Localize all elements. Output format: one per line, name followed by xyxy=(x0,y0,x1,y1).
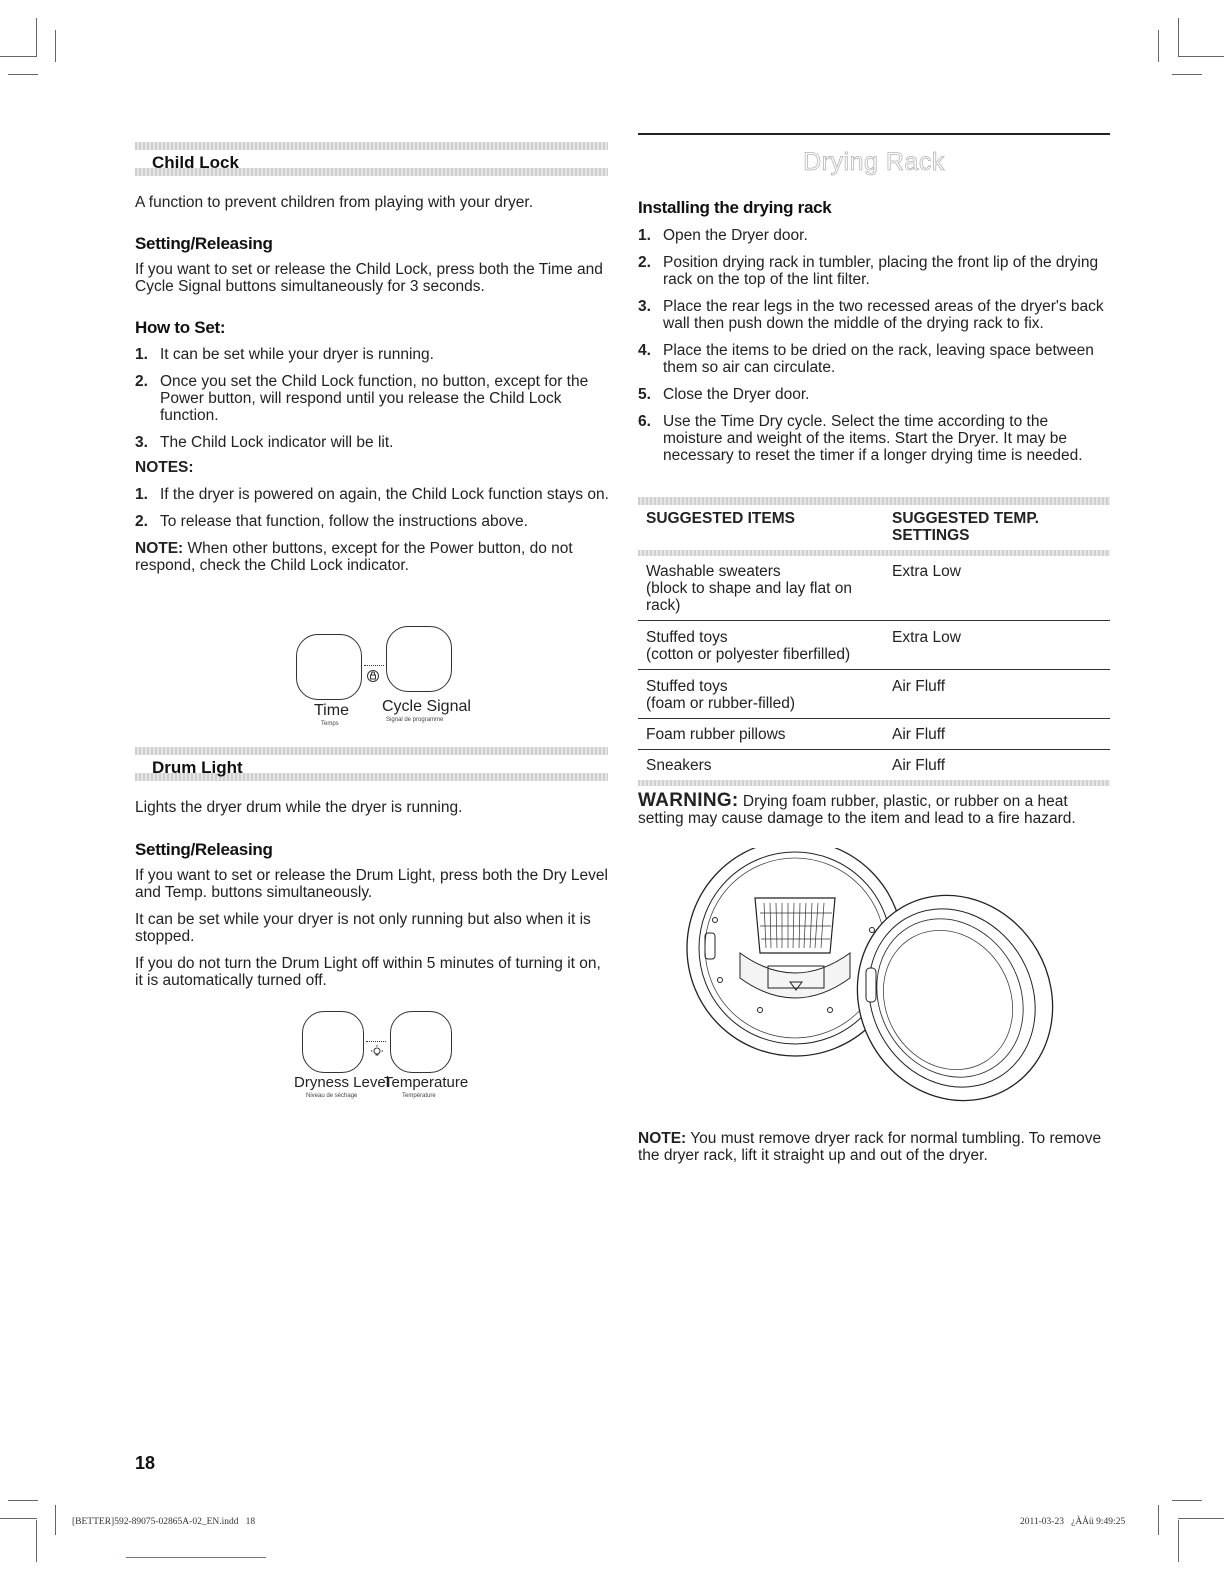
table-top-stripe xyxy=(638,497,1110,505)
suggested-items-table xyxy=(638,497,1110,786)
lock-icon xyxy=(366,669,380,683)
child-lock-title-bar xyxy=(135,142,608,176)
drum-light-text-2: It can be set while your dryer is not only running but also when it is stopped. xyxy=(135,911,591,945)
crop-mark xyxy=(1178,56,1224,57)
dotted-link xyxy=(364,665,384,666)
crop-mark xyxy=(55,1505,56,1535)
footer-file-name: [BETTER]592-89075-02865A-02_EN.indd 18 xyxy=(72,1517,256,1527)
list-item: 2. To release that function, follow the instructions above. xyxy=(135,513,528,530)
crop-mark xyxy=(0,1518,37,1519)
setting-releasing-heading: Setting/Releasing xyxy=(135,234,273,253)
light-bulb-icon xyxy=(370,1044,384,1060)
crop-mark xyxy=(0,56,37,57)
warning-label: WARNING: xyxy=(638,790,739,811)
warning-text: WARNING: Drying foam rubber, plastic, or rubber on a heat setting may cause damage to the item and lead to a fire hazard. xyxy=(638,790,1076,827)
crop-mark xyxy=(1172,1500,1202,1501)
dotted-link xyxy=(366,1041,386,1042)
drum-light-intro: Lights the dryer drum while the dryer is running. xyxy=(135,799,463,816)
dryness-level-sublabel: Niveau de séchage xyxy=(306,1093,358,1099)
notes-heading: NOTES: xyxy=(135,459,194,476)
child-lock-note: NOTE: When other buttons, except for the Power button, do not respond, check the Child Lock indicator. xyxy=(135,540,573,574)
drying-rack-section xyxy=(638,199,1110,474)
cycle-signal-sublabel: Signal de programme xyxy=(386,717,444,723)
list-item: 2. Position drying rack in tumbler, placing the front lip of the drying rack on the top of the lint filter. xyxy=(638,254,1099,288)
dryer-rack-illustration xyxy=(680,848,1070,1106)
list-item: 3. Place the rear legs in the two recessed areas of the dryer's back wall then push down the middle of the drying rack to fix. xyxy=(638,298,1104,332)
footer-date: 2011-03-23 ¿ÀÀü 9:49:25 xyxy=(1020,1517,1126,1527)
rack-removal-note: NOTE: You must remove dryer rack for normal tumbling. To remove the dryer rack, lift it straight up and out of the dryer. xyxy=(638,1130,1102,1164)
how-to-set-list xyxy=(135,346,610,451)
table-bottom-stripe xyxy=(638,780,1110,786)
dryness-level-label: Dryness Level xyxy=(294,1074,390,1091)
page-number: 18 xyxy=(135,1453,156,1473)
crop-mark xyxy=(1158,30,1159,62)
table-row: Foam rubber pillows Air Fluff xyxy=(638,719,1110,750)
cycle-signal-label: Cycle Signal xyxy=(382,698,471,715)
list-item: 6. Use the Time Dry cycle. Select the time according to the moisture and weight of the items. Start the Dryer. It may be necessary to reset the timer if a longer drying time is needed. xyxy=(638,413,1083,464)
crop-mark xyxy=(1178,1518,1224,1519)
list-item: 1. It can be set while your dryer is running. xyxy=(135,346,434,363)
crop-mark xyxy=(36,18,37,56)
temperature-button-graphic xyxy=(390,1011,452,1073)
drum-light-section xyxy=(135,799,610,989)
list-item: 5. Close the Dryer door. xyxy=(638,386,810,403)
child-lock-section xyxy=(135,194,610,574)
list-item: 4. Place the items to be dried on the rack, leaving space between them so air can circulate. xyxy=(638,342,1094,376)
crop-mark xyxy=(36,1520,37,1562)
drum-setting-releasing-heading: Setting/Releasing xyxy=(135,840,273,859)
crop-mark xyxy=(1178,1520,1179,1562)
drying-rack-title: Drying Rack xyxy=(803,148,945,176)
installing-heading: Installing the drying rack xyxy=(638,198,832,217)
child-lock-title: Child Lock xyxy=(152,153,239,172)
setting-releasing-text: If you want to set or release the Child Lock, press both the Time and Cycle Signal buttons simultaneously for 3 seconds. xyxy=(135,261,603,295)
list-item: 1. Open the Dryer door. xyxy=(638,227,808,244)
how-to-set-heading: How to Set: xyxy=(135,318,226,337)
table-row: Washable sweaters (block to shape and lay flat on rack) Extra Low xyxy=(638,556,1110,621)
cycle-signal-button-graphic xyxy=(386,626,452,692)
drum-light-text-3: If you do not turn the Drum Light off within 5 minutes of turning it on, it is automatically turned off. xyxy=(135,955,601,989)
table-row: Sneakers Air Fluff xyxy=(646,757,946,774)
table-row: Stuffed toys (foam or rubber-filled) Air Fluff xyxy=(638,670,1110,719)
child-lock-intro: A function to prevent children from playing with your dryer. xyxy=(135,194,534,211)
dryness-level-button-graphic xyxy=(302,1011,364,1073)
table-header-row xyxy=(638,505,1110,550)
list-item: 1. If the dryer is powered on again, the Child Lock function stays on. xyxy=(135,486,609,503)
child-lock-buttons-illustration xyxy=(290,622,470,734)
list-item: 2. Once you set the Child Lock function, no button, except for the Power button, will respond until you release the Child Lock function. xyxy=(135,373,589,424)
time-label: Time xyxy=(314,702,349,719)
footer-underline xyxy=(126,1557,266,1558)
crop-mark xyxy=(1172,74,1202,75)
install-steps-list xyxy=(638,227,1110,464)
header-items: SUGGESTED ITEMS xyxy=(646,510,795,527)
header-temp: SUGGESTED TEMP. SETTINGS xyxy=(892,510,1039,544)
time-button-graphic xyxy=(296,634,362,700)
temperature-label: Temperature xyxy=(384,1074,469,1091)
time-sublabel: Temps xyxy=(321,721,339,727)
drum-light-title: Drum Light xyxy=(152,758,243,777)
right-top-rule xyxy=(638,133,1110,135)
list-item: 3. The Child Lock indicator will be lit. xyxy=(135,434,394,451)
crop-mark xyxy=(1178,18,1179,56)
drum-light-buttons-illustration xyxy=(290,1005,470,1105)
crop-mark xyxy=(8,1500,38,1501)
crop-mark xyxy=(1158,1505,1159,1535)
notes-list xyxy=(135,486,610,530)
table-row: Stuffed toys (cotton or polyester fiberfilled) Extra Low xyxy=(638,621,1110,670)
temperature-sublabel: Température xyxy=(402,1093,436,1099)
drum-light-title-bar xyxy=(135,747,608,781)
crop-mark xyxy=(55,30,56,62)
crop-mark xyxy=(8,74,38,75)
drum-light-text-1: If you want to set or release the Drum Light, press both the Dry Level and Temp. buttons simultaneously. xyxy=(135,867,608,901)
